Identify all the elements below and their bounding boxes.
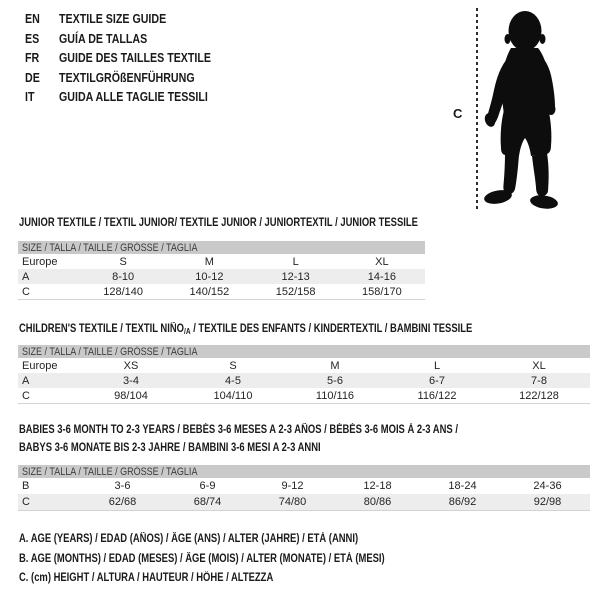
size-band-text: SIZE / TALLA / TAILLE / GRÖSSE / TAGLIA <box>22 241 198 254</box>
language-code: ES <box>25 30 40 46</box>
size-cell: 12-13 <box>281 270 310 283</box>
size-cell: S <box>119 255 127 268</box>
size-cell: M <box>204 255 214 268</box>
footnote-a <box>19 530 465 550</box>
size-band-text: SIZE / TALLA / TAILLE / GRÖSSE / TAGLIA <box>22 465 198 478</box>
section-title-babies-line1 <box>19 423 554 438</box>
language-row <box>25 68 244 88</box>
size-band-header <box>18 241 425 254</box>
row-label: C <box>22 496 30 508</box>
size-cell: 3-4 <box>123 374 139 387</box>
baby-silhouette-icon <box>481 8 569 210</box>
size-cell: M <box>330 359 340 372</box>
language-title: TEXTILGRÖßENFÜHRUNG <box>59 69 195 85</box>
language-title: GUÍA DE TALLAS <box>59 30 148 46</box>
table-row <box>18 269 425 284</box>
language-code: EN <box>25 11 40 27</box>
table-row <box>18 284 425 299</box>
table-row <box>18 254 425 269</box>
row-label: A <box>22 374 30 387</box>
size-cell: 68/74 <box>193 496 222 508</box>
size-cell: 24-36 <box>533 480 562 492</box>
size-band-header <box>18 465 590 478</box>
size-cell: 122/128 <box>519 389 559 402</box>
row-label: C <box>22 389 30 402</box>
size-cell: 116/122 <box>417 389 457 402</box>
size-cell: 5-6 <box>327 374 343 387</box>
table-row <box>18 358 590 373</box>
size-cell: L <box>292 255 299 268</box>
language-code: FR <box>25 50 40 66</box>
language-list <box>25 9 244 107</box>
row-label: A <box>22 270 30 283</box>
footnote-b-text: B. AGE (MONTHS) / EDAD (MESES) / ÂGE (MOIS) / ALTER (MONATE) / ETÀ (MESI) <box>19 552 385 565</box>
table-row <box>18 494 590 510</box>
table-row <box>18 388 590 403</box>
footnote-b <box>19 550 465 570</box>
size-cell: 9-12 <box>281 480 304 492</box>
section-title-babies-text2: BABYS 3-6 MONATE BIS 2-3 JAHRE / BAMBINI 3-6 MESI A 2-3 ANNI <box>19 442 321 454</box>
size-cell: 6-9 <box>199 480 216 492</box>
footnotes <box>19 530 465 589</box>
size-cell: XS <box>123 359 139 372</box>
size-band-header <box>18 345 590 358</box>
row-label: Europe <box>22 359 58 372</box>
children-size-table <box>18 345 590 404</box>
size-cell: 152/158 <box>275 285 316 298</box>
row-label: B <box>22 480 30 492</box>
size-cell: 110/116 <box>315 389 355 402</box>
size-band-text: SIZE / TALLA / TAILLE / GRÖSSE / TAGLIA <box>22 345 198 358</box>
junior-size-table <box>18 241 425 300</box>
size-cell: 92/98 <box>533 496 562 508</box>
size-cell: 140/152 <box>189 285 230 298</box>
section-title-junior <box>19 216 505 231</box>
size-cell: 62/68 <box>108 496 137 508</box>
row-label: C <box>22 285 30 298</box>
language-title: TEXTILE SIZE GUIDE <box>59 11 167 27</box>
size-cell: 4-5 <box>225 374 241 387</box>
row-label: Europe <box>22 255 58 268</box>
section-title-children <box>19 322 572 337</box>
size-cell: 7-8 <box>531 374 547 387</box>
footnote-a-text: A. AGE (YEARS) / EDAD (AÑOS) / ÂGE (ANS) / ALTER (JAHRE) / ETÀ (ANNI) <box>19 533 359 545</box>
footnote-c-text: C. (cm) HEIGHT / ALTURA / HAUTEUR / HÖHE / ALTEZZA <box>19 572 274 584</box>
size-cell: 14-16 <box>367 270 396 283</box>
subscript-text: /A <box>184 327 191 336</box>
section-title-babies-text1: BABIES 3-6 MONTH TO 2-3 YEARS / BEBÉS 3-6 MESES A 2-3 AÑOS / BÉBÉS 3-6 MOIS À 2-3 ANS / <box>19 424 458 436</box>
size-cell: 74/80 <box>278 496 307 508</box>
section-title-babies-line2 <box>19 441 387 456</box>
size-cell: 3-6 <box>114 480 131 492</box>
size-cell: 18-24 <box>448 480 477 492</box>
size-cell: 128/140 <box>103 285 143 298</box>
section-title-junior-text: JUNIOR TEXTILE / TEXTIL JUNIOR/ TEXTILE JUNIOR / JUNIORTEXTIL / JUNIOR TESSILE <box>19 217 418 229</box>
language-row <box>25 87 244 107</box>
language-code: DE <box>25 69 40 85</box>
section-title-children-text: CHILDREN'S TEXTILE / TEXTIL $NIÑO_{/A}$ / TEXTILE DES ENFANTS / KINDERTEXTIL / BAMBINI TESSILE <box>19 323 473 336</box>
footnote-c <box>19 569 465 589</box>
size-cell: L <box>433 359 441 372</box>
size-cell: XL <box>532 359 546 372</box>
height-measure-dashed-line <box>476 8 478 212</box>
language-row <box>25 48 244 68</box>
language-title: GUIDA ALLE TAGLIE TESSILI <box>59 89 208 105</box>
language-row <box>25 9 244 29</box>
language-code: IT <box>25 89 35 105</box>
size-cell: 158/170 <box>361 285 402 298</box>
size-cell: XL <box>375 255 389 268</box>
size-cell: 98/104 <box>114 389 148 402</box>
size-cell: 10-12 <box>195 270 224 283</box>
size-cell: 80/86 <box>363 496 392 508</box>
table-row <box>18 478 590 494</box>
size-cell: 8-10 <box>112 270 135 283</box>
size-cell: S <box>229 359 237 372</box>
size-cell: 86/92 <box>448 496 477 508</box>
height-measure-label: C <box>453 106 463 121</box>
size-cell: 104/110 <box>213 389 253 402</box>
language-row <box>25 29 244 49</box>
size-cell: 6-7 <box>429 374 445 387</box>
language-title: GUIDE DES TAILLES TEXTILE <box>59 50 212 66</box>
size-cell: 12-18 <box>363 480 392 492</box>
babies-size-table <box>18 465 590 511</box>
table-row <box>18 373 590 388</box>
